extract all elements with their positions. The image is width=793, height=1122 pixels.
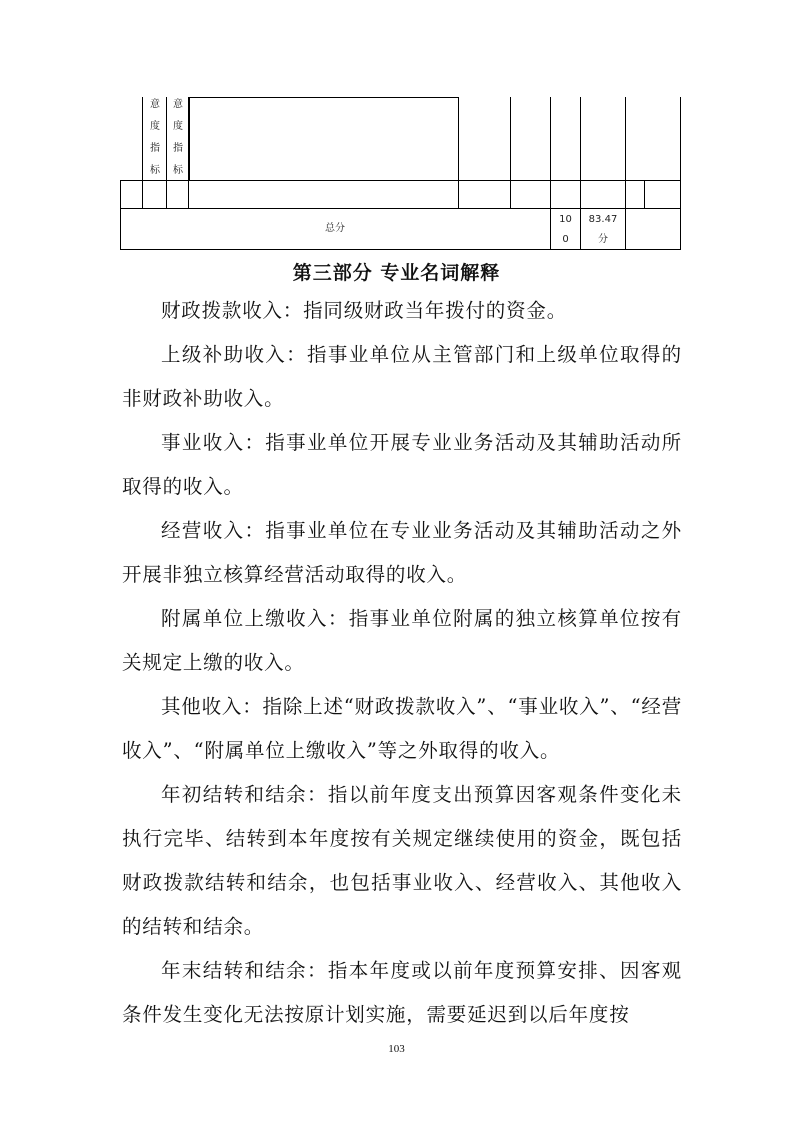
full-score: [551, 210, 580, 250]
indicator-char: 指: [150, 143, 160, 154]
paragraph: 上级补助收入：指事业单位从主管部门和上级单位取得的非财政补助收入。: [122, 343, 682, 410]
paragraph: 年末结转和结余：指本年度或以前年度预算安排、因客观条件发生变化无法按原计划实施，需要延迟到以后年度按: [122, 959, 682, 1026]
indicator-char: 意: [173, 99, 183, 110]
total-score-line: 83.47: [588, 214, 618, 225]
total-score: [581, 210, 625, 250]
indicator-char: 意: [150, 99, 160, 110]
indicator-char: 标: [173, 165, 183, 176]
paragraph: 其他收入：指除上述“财政拨款收入”、“事业收入”、“经营收入”、“附属单位上缴收入”等之外取得的收入。: [122, 695, 682, 762]
indicator-label-col2: [169, 94, 187, 182]
full-score-line: 0: [562, 234, 569, 245]
full-score-line: 10: [559, 214, 572, 225]
indicator-char: 指: [173, 143, 183, 154]
glossary-body: [122, 289, 682, 1037]
indicator-char: 度: [173, 121, 183, 132]
indicator-char: 标: [150, 165, 160, 176]
paragraph: 附属单位上缴收入：指事业单位附属的独立核算单位按有关规定上缴的收入。: [122, 607, 682, 674]
paragraph: 经营收入：指事业单位在专业业务活动及其辅助活动之外开展非独立核算经营活动取得的收入。: [122, 519, 682, 586]
page-number: 103: [388, 1043, 405, 1055]
indicator-char: 度: [150, 121, 160, 132]
section-heading: 第三部分 专业名词解释: [292, 262, 501, 284]
total-label: 总分: [325, 223, 345, 234]
indicator-label-col1: [146, 94, 164, 182]
paragraph: 年初结转和结余：指以前年度支出预算因客观条件变化未执行完毕、结转到本年度按有关规定继续使用的资金，既包括财政拨款结转和结余，也包括事业收入、经营收入、其他收入的结转和结余。: [122, 783, 682, 938]
paragraph: 财政拨款收入：指同级财政当年拨付的资金。: [161, 299, 568, 322]
total-score-line: 分: [598, 234, 608, 245]
paragraph: 事业收入：指事业单位开展专业业务活动及其辅助活动所取得的收入。: [122, 431, 682, 498]
performance-table-fragment: [120, 97, 682, 250]
